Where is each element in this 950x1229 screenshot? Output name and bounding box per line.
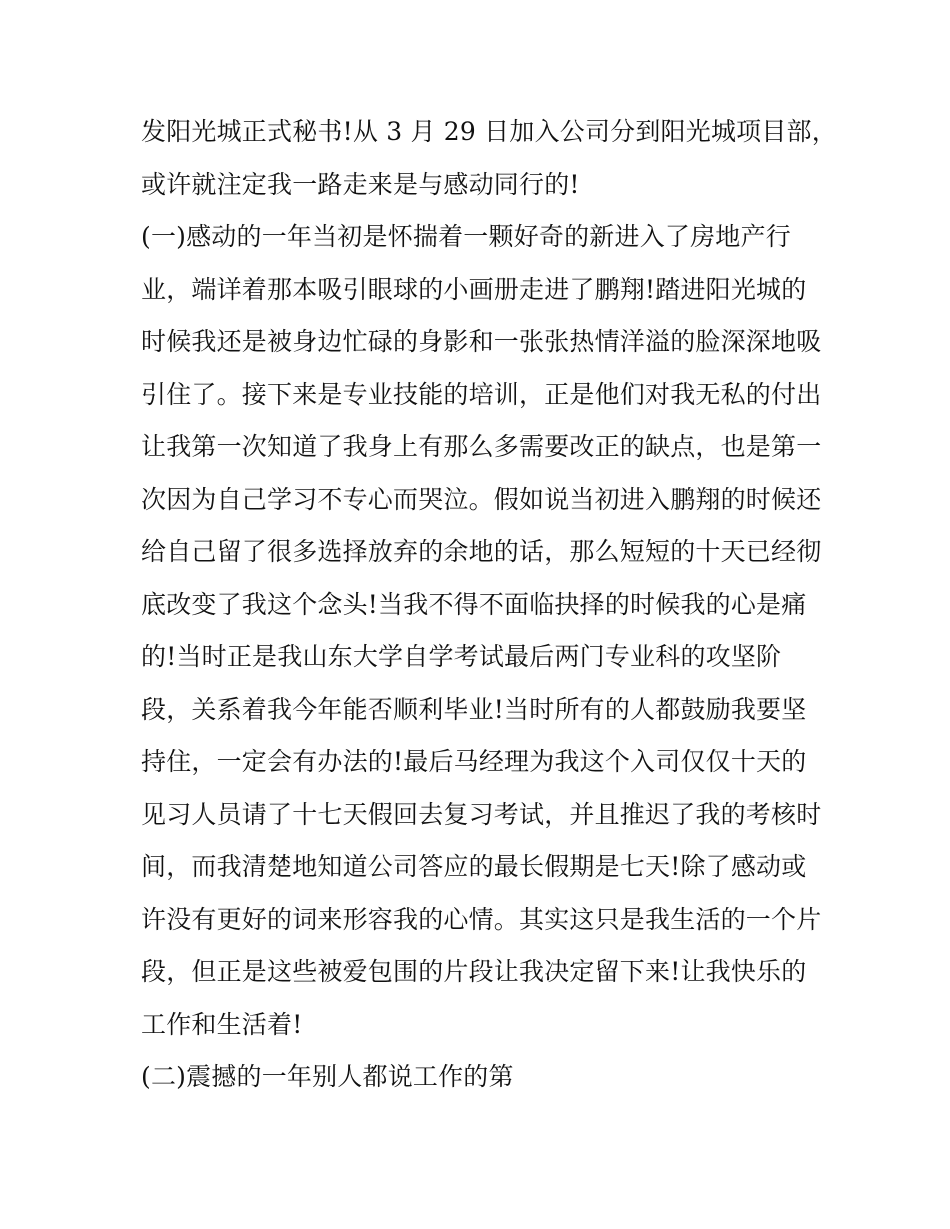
- text-line: 间，而我清楚地知道公司答应的最长假期是七天!除了感动或: [141, 852, 807, 881]
- text-line: 给自己留了很多选择放弃的余地的话，那么短短的十天已经彻: [141, 537, 822, 566]
- text-line: 许没有更好的词来形容我的心情。其实这只是我生活的一个片: [141, 904, 822, 934]
- text-line: 的!当时正是我山东大学自学考试最后两门专业科的攻坚阶: [141, 642, 782, 671]
- text-line: 工作和生活着!: [141, 1009, 303, 1039]
- text-line: 次因为自己学习不专心而哭泣。假如说当初进入鹏翔的时候还: [141, 484, 822, 514]
- text-line: 或许就注定我一路走来是与感动同行的!: [141, 169, 580, 199]
- section-heading-line: (一)感动的一年当初是怀揣着一颗好奇的新进入了房地产行: [141, 222, 791, 251]
- section-heading-line: (二)震撼的一年别人都说工作的第: [141, 1062, 514, 1091]
- text-line: 业，端详着那本吸引眼球的小画册走进了鹏翔!踏进阳光城的: [141, 274, 807, 304]
- text-line: 见习人员请了十七天假回去复习考试，并且推迟了我的考核时: [141, 799, 822, 829]
- text-line: 时候我还是被身边忙碌的身影和一张张热情洋溢的脸深深地吸: [141, 327, 822, 356]
- text-line: 持住，一定会有办法的!最后马经理为我这个入司仅仅十天的: [141, 747, 807, 776]
- text-line: 段，关系着我今年能否顺利毕业!当时所有的人都鼓励我要坚: [141, 694, 807, 724]
- text-line: 发阳光城正式秘书!从 3 月 29 日加入公司分到阳光城项目部，: [141, 117, 837, 146]
- text-line: 段，但正是这些被爱包围的片段让我决定留下来!让我快乐的: [141, 957, 807, 986]
- text-line: 引住了。接下来是专业技能的培训，正是他们对我无私的付出: [141, 379, 822, 409]
- text-line: 底改变了我这个念头!当我不得不面临抉择的时候我的心是痛: [141, 589, 807, 619]
- body-text: [141, 106, 837, 1104]
- text-line: 让我第一次知道了我身上有那么多需要改正的缺点，也是第一: [141, 432, 822, 461]
